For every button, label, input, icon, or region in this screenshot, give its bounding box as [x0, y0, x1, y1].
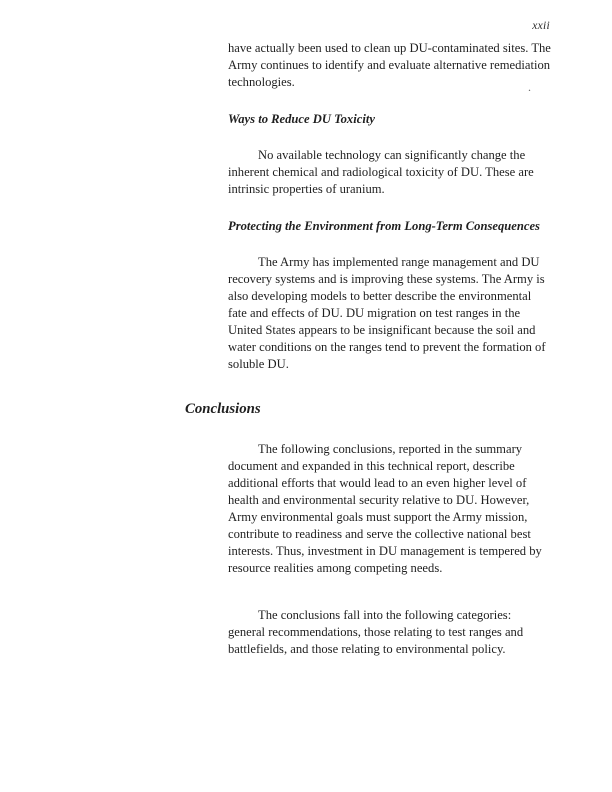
section-heading-conclusions: Conclusions	[185, 401, 261, 417]
body-paragraph: No available technology can significantly change the inherent chemical and radiological toxicity of DU. These are intrinsic properties of uranium.	[228, 148, 534, 196]
body-paragraph: The conclusions fall into the following categories: general recommendations, those relating to test ranges and battlefields, and those relating to environmental policy.	[228, 608, 524, 656]
text-column	[185, 40, 551, 676]
subsection-heading-protecting-environment: Protecting the Environment from Long-Term Consequences	[228, 219, 540, 233]
body-paragraph-continuation: have actually been used to clean up DU-contaminated sites. The Army continues to identify and evaluate alternative remediation technologies.	[228, 41, 551, 89]
subsection-heading-ways-to-reduce: Ways to Reduce DU Toxicity	[228, 112, 375, 126]
body-paragraph: The following conclusions, reported in the summary document and expanded in this technical report, describe additional efforts that would lead to an even higher level of health and environmental security relative to DU. However, Army environmental goals must support the Army mission, contribute to readiness and serve the collective national best interests. Thus, investment in DU management is tempered by resource realities among competing needs.	[228, 442, 542, 575]
page-number: xxii	[532, 20, 550, 32]
body-paragraph: The Army has implemented range management and DU recovery systems and is improving these systems. The Army is also developing models to better describe the environmental fate and effects of DU. DU migration on test ranges in the United States appears to be insignificant because the soil and water conditions on the ranges tend to prevent the formation of soluble DU.	[228, 255, 546, 371]
scan-artifact-dot: .	[528, 80, 531, 94]
